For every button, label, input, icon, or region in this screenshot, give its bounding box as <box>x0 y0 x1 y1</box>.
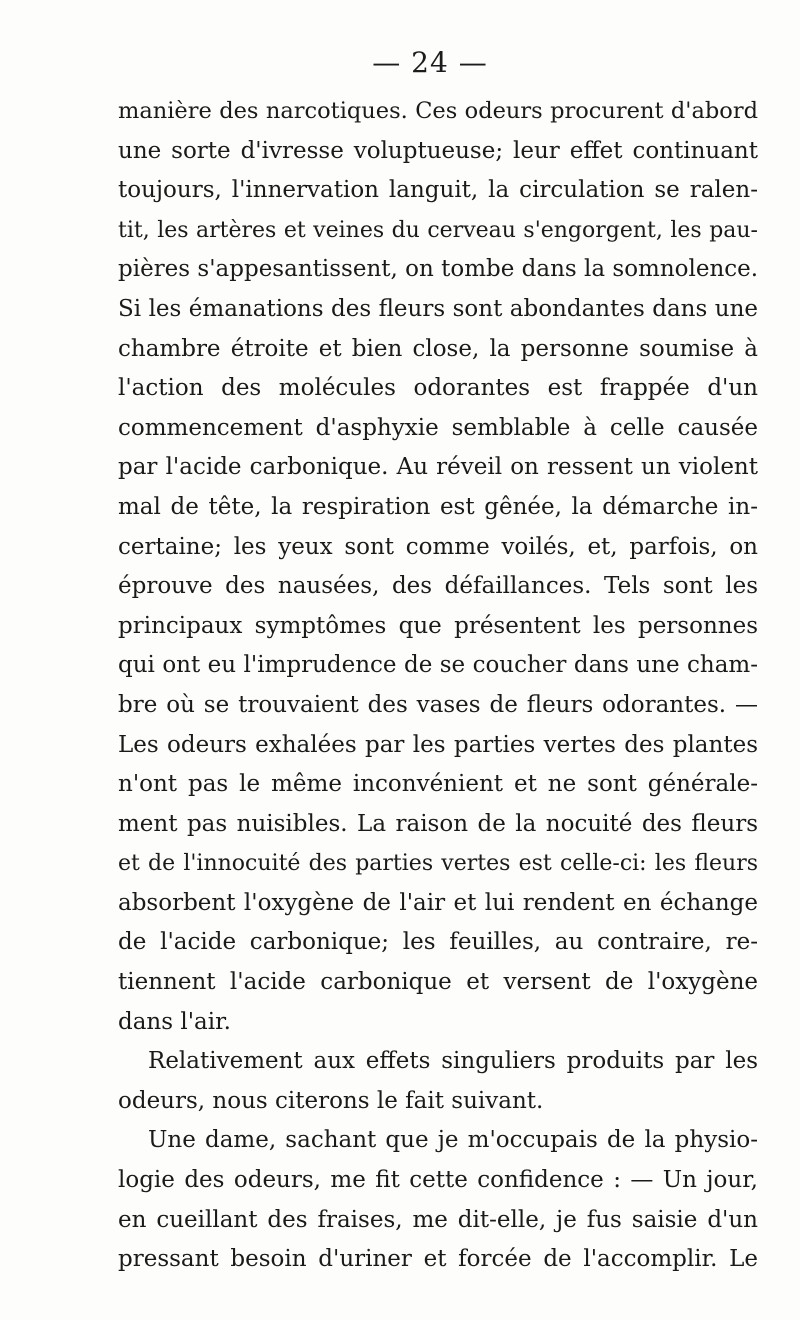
text-line: absorbent l'oxygène de l'air et lui rendent en échange <box>118 889 758 916</box>
text-line: manière des narcotiques. Ces odeurs procurent d'abord <box>118 98 758 124</box>
text-line: logie des odeurs, me fit cette confidence : — Un jour, <box>118 1167 758 1194</box>
text-line: Les odeurs exhalées par les parties vertes des plantes <box>118 731 758 758</box>
text-line: éprouve des nausées, des défaillances. Tels sont les <box>118 573 758 600</box>
text-line: Une dame, sachant que je m'occupais de la physio- <box>148 1127 758 1154</box>
page-number: — 24 — <box>372 46 488 79</box>
text-line: toujours, l'innervation languit, la circulation se ralen- <box>118 177 758 204</box>
text-line: pières s'appesantissent, on tombe dans la somnolence. <box>118 256 759 283</box>
text-line: une sorte d'ivresse voluptueuse; leur effet continuant <box>118 137 758 164</box>
text-line: ment pas nuisibles. La raison de la nocuité des fleurs <box>118 810 758 837</box>
text-line: qui ont eu l'imprudence de se coucher dans une cham- <box>118 652 758 679</box>
text-line: dans l'air. <box>118 1008 231 1035</box>
text-line: odeurs, nous citerons le fait suivant. <box>118 1087 544 1114</box>
text-line: commencement d'asphyxie semblable à celle causée <box>118 414 758 441</box>
text-line: tit, les artères et veines du cerveau s'engorgent, les pau- <box>118 217 758 243</box>
text-line: pressant besoin d'uriner et forcée de l'accomplir. Le <box>118 1246 758 1273</box>
text-line: de l'acide carbonique; les feuilles, au contraire, re- <box>118 929 758 956</box>
text-line: et de l'innocuité des parties vertes est celle-ci: les fleurs <box>118 851 758 877</box>
text-line: Si les émanations des fleurs sont abondantes dans une <box>118 295 758 322</box>
text-line: n'ont pas le même inconvénient et ne sont générale- <box>118 771 758 798</box>
text-line: Relativement aux effets singuliers produits par les <box>148 1048 758 1075</box>
text-line: principaux symptômes que présentent les personnes <box>118 612 758 639</box>
text-line: chambre étroite et bien close, la personne soumise à <box>118 335 758 362</box>
text-line: l'action des molécules odorantes est frappée d'un <box>118 375 758 402</box>
text-line: tiennent l'acide carbonique et versent de l'oxygène <box>118 969 758 996</box>
text-line: certaine; les yeux sont comme voilés, et, parfois, on <box>118 533 758 560</box>
text-line: mal de tête, la respiration est gênée, la démarche in- <box>118 493 758 520</box>
text-line: bre où se trouvaient des vases de fleurs odorantes. — <box>118 691 758 718</box>
text-line: par l'acide carbonique. Au réveil on ressent un violent <box>118 454 758 481</box>
text-line: en cueillant des fraises, me dit-elle, je fus saisie d'un <box>118 1206 758 1233</box>
body-text <box>118 92 758 1280</box>
